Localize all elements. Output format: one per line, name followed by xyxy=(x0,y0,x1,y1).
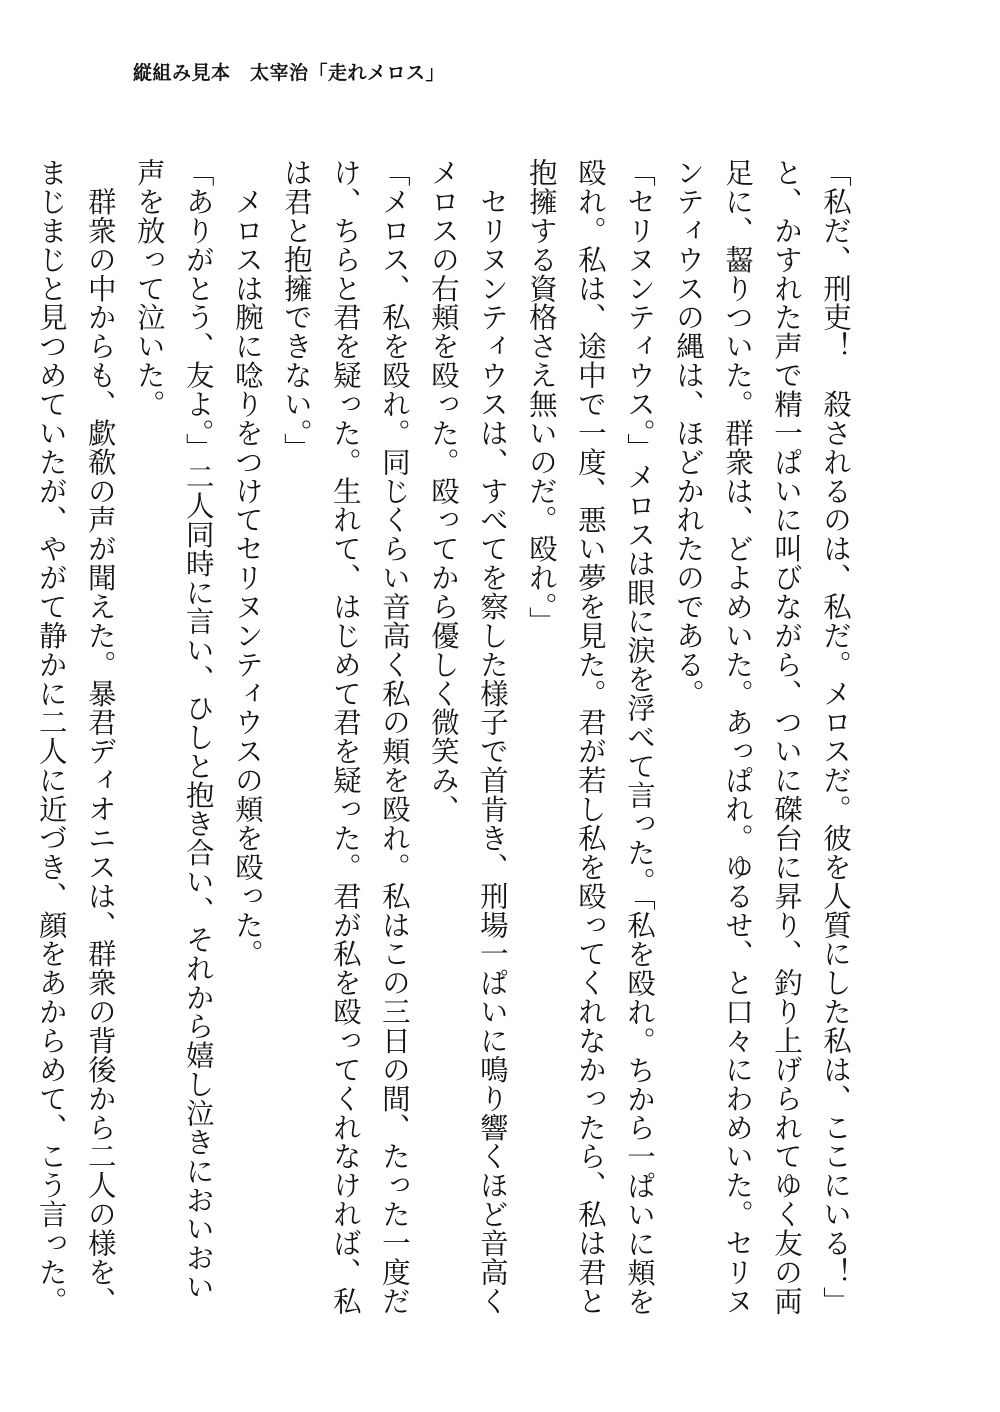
vertical-text-body xyxy=(34,158,860,1318)
page-title: 縦組み見本 太宰治「走れメロス」 xyxy=(133,62,446,84)
paragraph: 群衆の中からも、歔欷の声が聞えた。暴君ディオニスは、群衆の背後から二人の様を、まじまじと見つめていたが、やがて静かに二人に近づき、顔をあからめて、こう言った。 xyxy=(34,158,117,1316)
paragraph: セリヌンティウスは、すべてを察した様子で首肯き、刑場一ぱいに鳴り響くほど音高くメロスの右頬を殴った。殴ってから優しく微笑み、 xyxy=(426,158,509,1316)
paragraph: 「メロス、私を殴れ。同じくらい音高く私の頬を殴れ。私はこの三日の間、たった一度だけ、ちらと君を疑った。生れて、はじめて君を疑った。君が私を殴ってくれなければ、私は君と抱擁できない。」 xyxy=(279,158,411,1316)
paragraph: 「私だ、刑吏！ 殺されるのは、私だ。メロスだ。彼を人質にした私は、ここにいる！」と、かすれた声で精一ぱいに叫びながら、ついに磔台に昇り、釣り上げられてゆく友の両足に、齧りついた。群衆は、どよめいた。あっぱれ。ゆるせ、と口々にわめいた。セリヌンティウスの縄は、ほどかれたのである。 xyxy=(671,158,852,1316)
paragraph: 「セリヌンティウス。」メロスは眼に涙を浮べて言った。「私を殴れ。ちから一ぱいに頬を殴れ。私は、途中で一度、悪い夢を見た。君が若し私を殴ってくれなかったら、私は君と抱擁する資格さえ無いのだ。殴れ。」 xyxy=(524,158,656,1316)
paragraph: 「ありがとう、友よ。」二人同時に言い、ひしと抱き合い、それから嬉し泣きにおいおい声を放って泣いた。 xyxy=(132,158,215,1301)
paragraph: メロスは腕に唸りをつけてセリヌンティウスの頬を殴った。 xyxy=(230,158,264,969)
